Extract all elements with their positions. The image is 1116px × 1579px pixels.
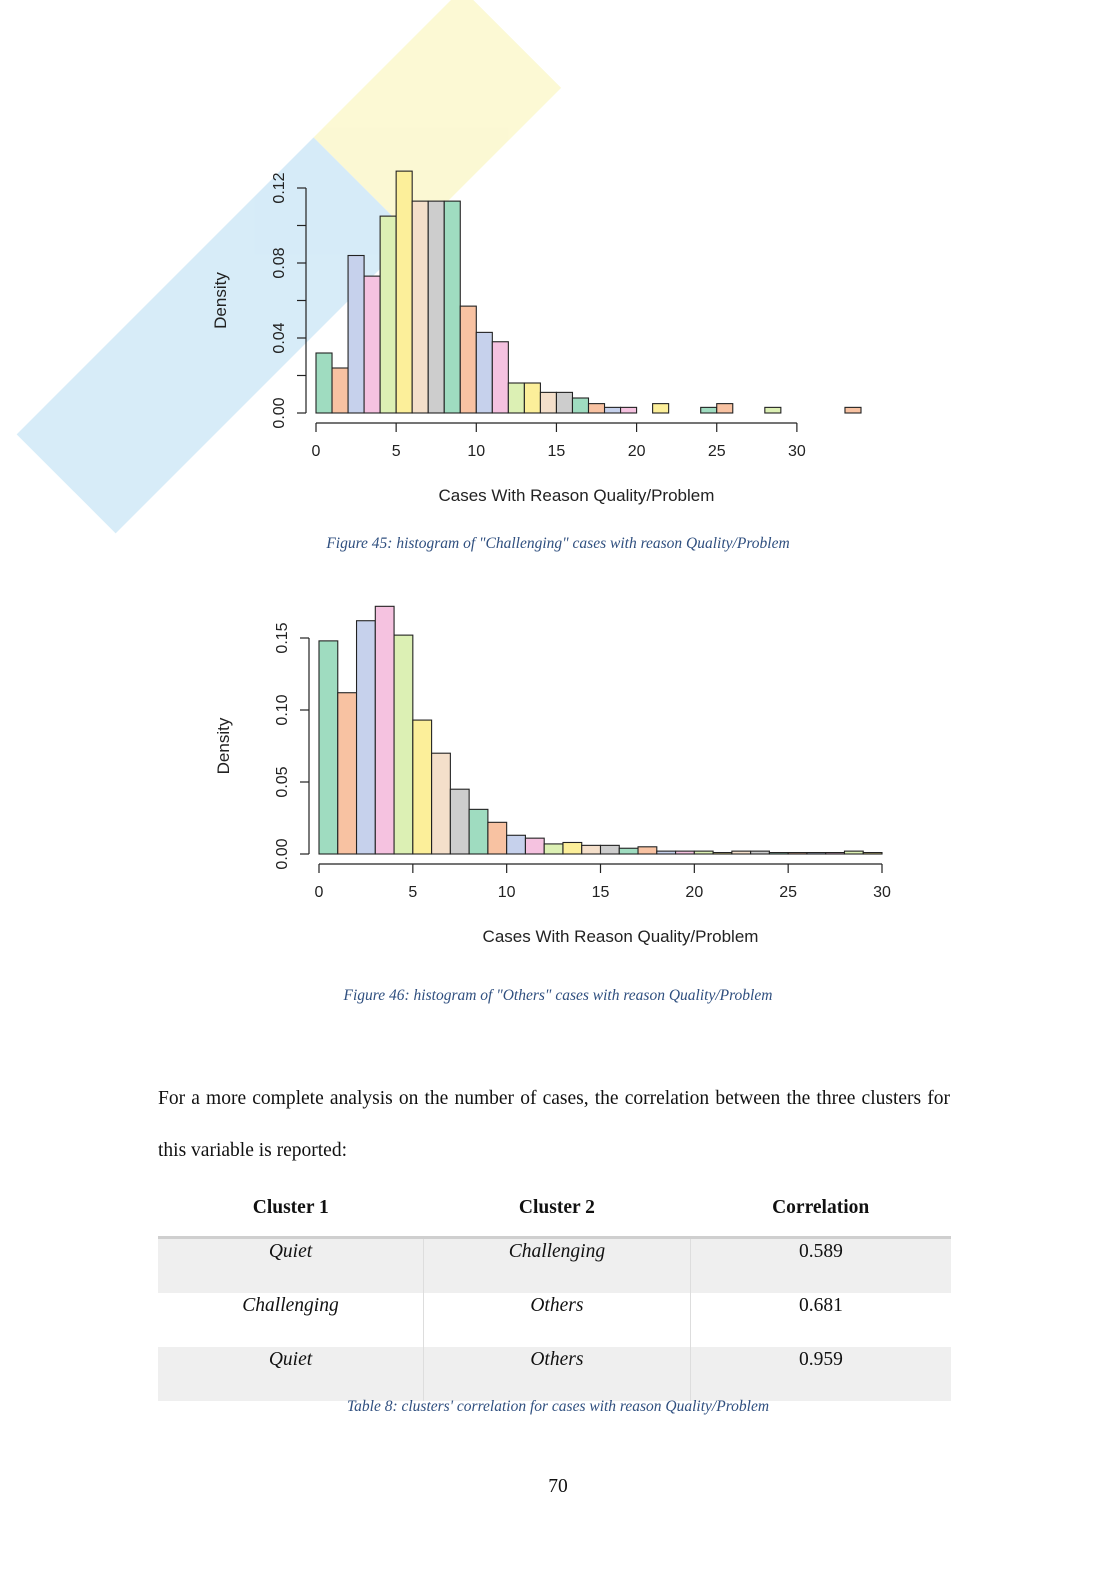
y-tick-label: 0.00: [271, 397, 288, 429]
x-tick-label: 30: [873, 884, 891, 901]
y-axis-label: Density: [214, 717, 233, 775]
x-tick-label: 20: [685, 884, 704, 901]
body-paragraph: For a more complete analysis on the number of cases, the correlation between the three clusters for this variable is reported:: [158, 1088, 950, 1161]
histogram-challenging: [0, 150, 1116, 520]
histogram-bar: [605, 407, 621, 413]
page-number: 70: [548, 1476, 568, 1497]
x-tick-label: 25: [779, 884, 798, 901]
x-tick-label: 0: [314, 884, 324, 901]
x-tick-label: 20: [627, 443, 646, 460]
histogram-bar: [713, 853, 732, 854]
histogram-bar: [428, 201, 444, 413]
table-cell: Others: [423, 1293, 690, 1347]
x-tick-label: 10: [467, 443, 486, 460]
histogram-challenging-svg: [0, 150, 1116, 520]
histogram-bar: [844, 851, 863, 854]
histogram-bar: [338, 693, 357, 854]
histogram-bar: [563, 842, 582, 854]
x-tick-label: 15: [591, 884, 610, 901]
histogram-bar: [380, 216, 396, 413]
table-row: [158, 1293, 951, 1347]
table-8-caption: Table 8: clusters' correlation for cases with reason Quality/Problem: [346, 1398, 770, 1415]
table-header-row: [158, 1180, 951, 1238]
histogram-bar: [394, 635, 413, 854]
table-cell: Challenging: [423, 1238, 690, 1294]
histogram-bar: [432, 753, 451, 854]
x-axis-label: Cases With Reason Quality/Problem: [438, 486, 715, 505]
histogram-bar: [807, 853, 826, 854]
table-cell: Quiet: [158, 1238, 423, 1294]
table-cell: Quiet: [158, 1347, 423, 1401]
y-tick-label: 0.04: [271, 322, 288, 354]
figure-45-caption: Figure 45: histogram of "Challenging" cases with reason Quality/Problem: [326, 535, 790, 552]
histogram-bar: [788, 853, 807, 854]
table-cell: Challenging: [242, 1295, 339, 1316]
histogram-bar: [444, 201, 460, 413]
histogram-bar: [507, 835, 526, 854]
histogram-others: [0, 590, 1116, 960]
table-row: [158, 1238, 951, 1294]
histogram-bar: [544, 844, 563, 854]
histogram-bar: [316, 353, 332, 413]
histogram-bar: [653, 404, 669, 413]
histogram-bar: [732, 851, 751, 854]
histogram-bar: [769, 853, 788, 854]
histogram-bar: [348, 256, 364, 414]
histogram-bar: [525, 838, 544, 854]
histogram-bar: [488, 822, 507, 854]
histogram-bar: [589, 404, 605, 413]
histogram-bar: [751, 851, 770, 854]
correlation-table: [158, 1180, 951, 1401]
x-tick-label: 25: [707, 443, 726, 460]
histogram-bar: [621, 407, 637, 413]
histogram-bar: [694, 851, 713, 854]
y-tick-label: 0.10: [274, 694, 291, 726]
histogram-bar: [556, 392, 572, 413]
histogram-bar: [601, 845, 620, 854]
x-tick-label: 10: [497, 884, 516, 901]
table-cell: 0.959: [690, 1347, 951, 1401]
header-cluster-1: Cluster 1: [158, 1180, 423, 1238]
histogram-bar: [450, 789, 469, 854]
table-row: [158, 1347, 951, 1401]
histogram-bar: [319, 641, 338, 854]
histogram-bar: [375, 606, 394, 854]
header-cluster-2: Cluster 2: [423, 1180, 690, 1238]
histogram-bar: [826, 853, 845, 854]
histogram-bar: [572, 398, 588, 413]
histogram-bar: [582, 845, 601, 854]
table-cell: 0.681: [690, 1293, 951, 1347]
histogram-bar: [676, 851, 695, 854]
x-tick-label: 30: [787, 443, 806, 460]
histogram-others-svg: [0, 590, 1116, 960]
histogram-bar: [476, 332, 492, 413]
histogram-bar: [845, 407, 861, 413]
histogram-bar: [364, 276, 380, 413]
y-axis-label: Density: [211, 272, 230, 329]
table-cell: 0.589: [690, 1238, 951, 1294]
histogram-bar: [396, 171, 412, 413]
histogram-bar: [701, 407, 717, 413]
histogram-bar: [863, 853, 882, 854]
histogram-bar: [638, 847, 657, 854]
histogram-bar: [524, 383, 540, 413]
histogram-bar: [508, 383, 524, 413]
y-tick-label: 0.15: [274, 622, 291, 654]
histogram-bar: [469, 809, 488, 854]
histogram-bar: [460, 306, 476, 413]
histogram-bar: [332, 368, 348, 413]
histogram-bar: [357, 621, 376, 854]
histogram-bar: [492, 342, 508, 413]
histogram-bar: [540, 392, 556, 413]
histogram-bar: [717, 404, 733, 413]
header-correlation: Correlation: [690, 1180, 951, 1238]
x-tick-label: 15: [547, 443, 566, 460]
histogram-bar: [413, 720, 432, 854]
histogram-bar: [765, 407, 781, 413]
histogram-bar: [619, 848, 638, 854]
histogram-bar: [657, 851, 676, 854]
table-cell: Others: [423, 1347, 690, 1401]
x-tick-label: 5: [391, 443, 401, 460]
histogram-bar: [412, 201, 428, 413]
x-tick-label: 0: [311, 443, 321, 460]
y-tick-label: 0.08: [271, 247, 288, 279]
x-axis-label: Cases With Reason Quality/Problem: [482, 927, 759, 946]
y-tick-label: 0.00: [274, 838, 291, 870]
y-tick-label: 0.05: [274, 766, 291, 798]
x-tick-label: 5: [408, 884, 418, 901]
figure-46-caption: Figure 46: histogram of "Others" cases with reason Quality/Problem: [343, 987, 773, 1004]
y-tick-label: 0.12: [271, 172, 288, 204]
